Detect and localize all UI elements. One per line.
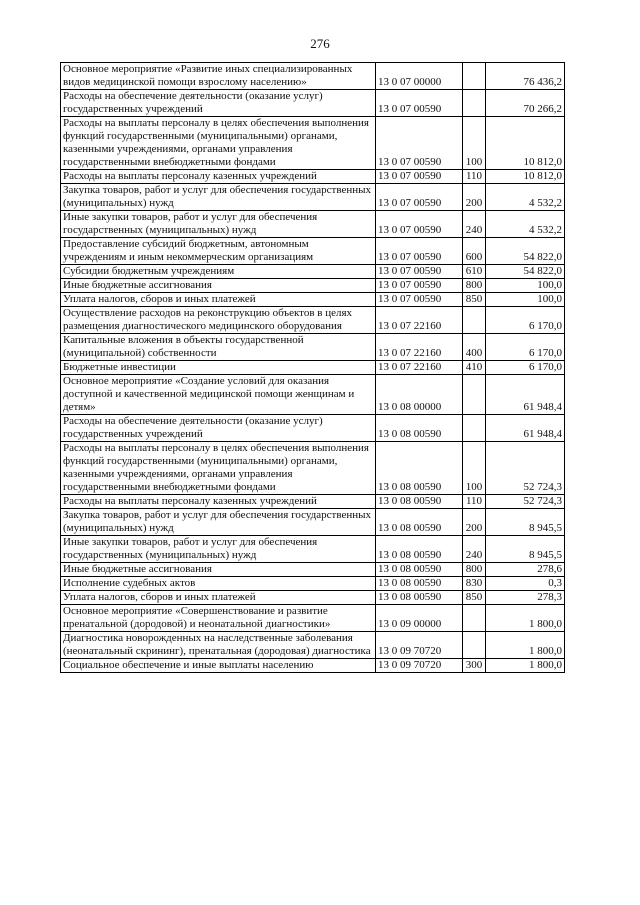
table-row	[61, 170, 565, 184]
amount: 100,0	[486, 279, 565, 293]
target-article-code: 13 0 08 00590	[376, 536, 463, 563]
target-article-code: 13 0 09 00000	[376, 605, 463, 632]
expense-type-code: 410	[463, 361, 486, 375]
expense-type-code	[463, 63, 486, 90]
amount: 54 822,0	[486, 265, 565, 279]
table-row	[61, 563, 565, 577]
expense-name: Социальное обеспечение и иные выплаты населению	[61, 659, 376, 673]
target-article-code: 13 0 07 00590	[376, 117, 463, 170]
target-article-code: 13 0 09 70720	[376, 659, 463, 673]
table-row	[61, 509, 565, 536]
expense-name: Иные бюджетные ассигнования	[61, 563, 376, 577]
expense-type-code: 850	[463, 293, 486, 307]
target-article-code: 13 0 07 00590	[376, 184, 463, 211]
expense-type-code: 400	[463, 334, 486, 361]
target-article-code: 13 0 08 00590	[376, 577, 463, 591]
amount: 1 800,0	[486, 632, 565, 659]
target-article-code: 13 0 07 00590	[376, 170, 463, 184]
amount: 10 812,0	[486, 170, 565, 184]
expense-type-code: 200	[463, 184, 486, 211]
table-row	[61, 605, 565, 632]
expense-name: Основное мероприятие «Развитие иных специализированных видов медицинской помощи взрослому населению»	[61, 63, 376, 90]
target-article-code: 13 0 07 22160	[376, 307, 463, 334]
amount: 0,3	[486, 577, 565, 591]
table-row	[61, 293, 565, 307]
expense-name: Иные бюджетные ассигнования	[61, 279, 376, 293]
amount: 4 532,2	[486, 184, 565, 211]
expense-name: Расходы на выплаты персоналу в целях обеспечения выполнения функций государственными (муниципальными) органами, казенными учреждениями, органами управления государственными внебюджетными фондами	[61, 442, 376, 495]
amount: 6 170,0	[486, 361, 565, 375]
expense-name: Расходы на выплаты персоналу казенных учреждений	[61, 170, 376, 184]
target-article-code: 13 0 07 00590	[376, 238, 463, 265]
amount: 6 170,0	[486, 307, 565, 334]
expense-type-code: 110	[463, 495, 486, 509]
expense-name: Осуществление расходов на реконструкцию объектов в целях размещения диагностического медицинского оборудования	[61, 307, 376, 334]
table-row	[61, 659, 565, 673]
amount: 8 945,5	[486, 509, 565, 536]
expense-type-code	[463, 375, 486, 415]
target-article-code: 13 0 08 00000	[376, 375, 463, 415]
amount: 70 266,2	[486, 90, 565, 117]
table-row	[61, 238, 565, 265]
expense-type-code	[463, 307, 486, 334]
amount: 61 948,4	[486, 375, 565, 415]
expense-name: Бюджетные инвестиции	[61, 361, 376, 375]
table-row	[61, 90, 565, 117]
expense-type-code: 600	[463, 238, 486, 265]
table-row	[61, 495, 565, 509]
expense-name: Диагностика новорожденных на наследственные заболевания (неонатальный скрининг), пренатальная (дородовая) диагностика	[61, 632, 376, 659]
expense-name: Исполнение судебных актов	[61, 577, 376, 591]
target-article-code: 13 0 08 00590	[376, 509, 463, 536]
expense-type-code: 100	[463, 117, 486, 170]
expense-name: Основное мероприятие «Создание условий для оказания доступной и качественной медицинской помощи женщинам и детям»	[61, 375, 376, 415]
table-row	[61, 211, 565, 238]
expense-type-code	[463, 90, 486, 117]
budget-table-body	[61, 63, 565, 673]
expense-type-code	[463, 415, 486, 442]
target-article-code: 13 0 07 00590	[376, 265, 463, 279]
target-article-code: 13 0 07 00590	[376, 293, 463, 307]
expense-type-code	[463, 632, 486, 659]
amount: 10 812,0	[486, 117, 565, 170]
amount: 1 800,0	[486, 605, 565, 632]
expense-type-code: 850	[463, 591, 486, 605]
table-row	[61, 117, 565, 170]
expense-name: Расходы на обеспечение деятельности (оказание услуг) государственных учреждений	[61, 415, 376, 442]
expense-type-code: 240	[463, 211, 486, 238]
target-article-code: 13 0 08 00590	[376, 591, 463, 605]
amount: 6 170,0	[486, 334, 565, 361]
target-article-code: 13 0 07 00590	[376, 211, 463, 238]
target-article-code: 13 0 08 00590	[376, 563, 463, 577]
expense-type-code: 610	[463, 265, 486, 279]
budget-table	[60, 62, 565, 673]
expense-name: Закупка товаров, работ и услуг для обеспечения государственных (муниципальных) нужд	[61, 184, 376, 211]
amount: 4 532,2	[486, 211, 565, 238]
expense-type-code: 830	[463, 577, 486, 591]
target-article-code: 13 0 08 00590	[376, 442, 463, 495]
table-row	[61, 279, 565, 293]
table-row	[61, 307, 565, 334]
expense-name: Субсидии бюджетным учреждениям	[61, 265, 376, 279]
page-number: 276	[310, 36, 330, 51]
expense-name: Расходы на обеспечение деятельности (оказание услуг) государственных учреждений	[61, 90, 376, 117]
amount: 52 724,3	[486, 495, 565, 509]
table-row	[61, 591, 565, 605]
expense-type-code: 800	[463, 279, 486, 293]
target-article-code: 13 0 08 00590	[376, 495, 463, 509]
target-article-code: 13 0 08 00590	[376, 415, 463, 442]
table-row	[61, 184, 565, 211]
table-row	[61, 632, 565, 659]
expense-name: Уплата налогов, сборов и иных платежей	[61, 293, 376, 307]
expense-name: Капитальные вложения в объекты государственной (муниципальной) собственности	[61, 334, 376, 361]
amount: 61 948,4	[486, 415, 565, 442]
table-row	[61, 442, 565, 495]
expense-name: Иные закупки товаров, работ и услуг для обеспечения государственных (муниципальных) нужд	[61, 536, 376, 563]
table-row	[61, 536, 565, 563]
amount: 8 945,5	[486, 536, 565, 563]
table-row	[61, 265, 565, 279]
table-row	[61, 577, 565, 591]
expense-name: Закупка товаров, работ и услуг для обеспечения государственных (муниципальных) нужд	[61, 509, 376, 536]
target-article-code: 13 0 07 22160	[376, 334, 463, 361]
expense-name: Основное мероприятие «Совершенствование и развитие пренатальной (дородовой) и неонатальной диагностики»	[61, 605, 376, 632]
expense-type-code: 800	[463, 563, 486, 577]
table-row	[61, 63, 565, 90]
target-article-code: 13 0 07 00000	[376, 63, 463, 90]
amount: 278,6	[486, 563, 565, 577]
expense-name: Иные закупки товаров, работ и услуг для обеспечения государственных (муниципальных) нужд	[61, 211, 376, 238]
table-row	[61, 415, 565, 442]
amount: 52 724,3	[486, 442, 565, 495]
expense-type-code: 100	[463, 442, 486, 495]
table-row	[61, 334, 565, 361]
expense-type-code: 200	[463, 509, 486, 536]
expense-type-code	[463, 605, 486, 632]
amount: 100,0	[486, 293, 565, 307]
expense-type-code: 240	[463, 536, 486, 563]
table-row	[61, 375, 565, 415]
expense-name: Расходы на выплаты персоналу в целях обеспечения выполнения функций государственными (муниципальными) органами, казенными учреждениями, органами управления государственными внебюджетными фондами	[61, 117, 376, 170]
expense-name: Уплата налогов, сборов и иных платежей	[61, 591, 376, 605]
target-article-code: 13 0 09 70720	[376, 632, 463, 659]
amount: 76 436,2	[486, 63, 565, 90]
expense-type-code: 300	[463, 659, 486, 673]
target-article-code: 13 0 07 00590	[376, 90, 463, 117]
target-article-code: 13 0 07 22160	[376, 361, 463, 375]
amount: 278,3	[486, 591, 565, 605]
amount: 1 800,0	[486, 659, 565, 673]
expense-name: Расходы на выплаты персоналу казенных учреждений	[61, 495, 376, 509]
target-article-code: 13 0 07 00590	[376, 279, 463, 293]
expense-name: Предоставление субсидий бюджетным, автономным учреждениям и иным некоммерческим организациям	[61, 238, 376, 265]
table-row	[61, 361, 565, 375]
amount: 54 822,0	[486, 238, 565, 265]
expense-type-code: 110	[463, 170, 486, 184]
